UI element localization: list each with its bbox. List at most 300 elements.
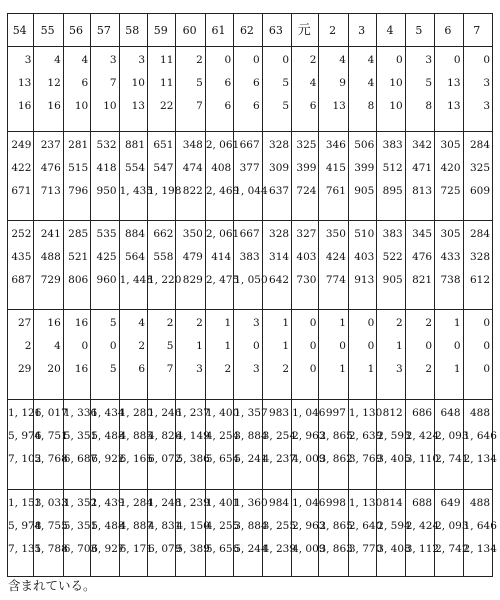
- column-header: 54: [8, 14, 34, 47]
- cell-value: 16: [47, 317, 61, 329]
- cell-value: 4, 150: [176, 520, 210, 532]
- cell-value: 1, 352: [63, 497, 98, 509]
- table-cell: [34, 400, 68, 490]
- table-cell: [8, 132, 34, 221]
- table-row-group: [8, 310, 493, 400]
- cell-value: 1, 153: [8, 497, 42, 509]
- cell-value: 521: [68, 251, 89, 263]
- cell-value: 6: [138, 363, 145, 375]
- cell-value: 1, 400: [205, 407, 240, 419]
- cell-value: 512: [382, 162, 403, 174]
- cell-value: 5, 488: [91, 520, 125, 532]
- cell-value: 16: [47, 100, 61, 112]
- cell-value: 12: [47, 77, 61, 89]
- cell-value: 6: [224, 100, 232, 112]
- table-cell: [34, 132, 63, 221]
- cell-value: 2, 475: [205, 274, 240, 286]
- cell-value: 0: [396, 54, 403, 66]
- table-cell: [119, 221, 153, 310]
- cell-value: 2, 469: [205, 185, 240, 197]
- table-cell: [405, 400, 440, 490]
- cell-value: 5, 976: [8, 430, 42, 442]
- cell-value: 7: [166, 363, 174, 375]
- column-header: 62: [234, 14, 262, 47]
- cell-value: 4, 237: [262, 453, 297, 465]
- table-cell: [63, 47, 90, 132]
- cell-value: 2, 061: [205, 228, 240, 240]
- table-cell: [148, 132, 182, 221]
- cell-value: 29: [18, 363, 32, 375]
- cell-value: 4, 887: [119, 520, 153, 532]
- cell-value: 422: [11, 162, 32, 174]
- cell-value: 796: [68, 185, 89, 197]
- cell-value: 348: [182, 139, 203, 151]
- cell-value: 6: [224, 77, 232, 89]
- cell-value: 6: [252, 77, 260, 89]
- cell-value: 1, 050: [234, 274, 268, 286]
- cell-value: 905: [354, 185, 375, 197]
- table-cell: [405, 221, 434, 310]
- table-cell: [292, 47, 319, 132]
- cell-value: 383: [382, 139, 403, 151]
- cell-value: 637: [269, 185, 290, 197]
- cell-value: 1, 360: [234, 497, 268, 509]
- cell-value: 285: [68, 228, 89, 240]
- cell-value: 9: [339, 77, 346, 89]
- table-cell: [377, 310, 405, 400]
- cell-value: 281: [68, 139, 89, 151]
- cell-value: 1, 237: [176, 407, 210, 419]
- cell-value: 474: [182, 162, 203, 174]
- cell-value: 3, 110: [405, 453, 440, 465]
- table-cell: [8, 221, 34, 310]
- table-cell: [63, 221, 90, 310]
- cell-value: 547: [153, 162, 174, 174]
- cell-value: 0: [483, 363, 490, 375]
- column-header: 60: [176, 14, 205, 47]
- cell-value: 8: [425, 100, 433, 112]
- cell-value: 2, 424: [405, 520, 440, 532]
- cell-value: 2, 963: [292, 430, 326, 442]
- table-cell: [262, 132, 291, 221]
- table-cell: [435, 490, 469, 577]
- cell-value: 2, 963: [292, 520, 326, 532]
- cell-value: 16: [74, 317, 89, 329]
- cell-value: 642: [269, 274, 290, 286]
- cell-value: 327: [296, 228, 317, 240]
- cell-value: 424: [325, 251, 346, 263]
- cell-value: 2: [24, 340, 32, 352]
- table-cell: [319, 221, 348, 310]
- cell-value: 342: [412, 139, 433, 151]
- cell-value: 13: [332, 100, 346, 112]
- cell-value: 6, 072: [148, 453, 182, 465]
- table-cell: [63, 400, 98, 490]
- cell-value: 0: [453, 54, 461, 66]
- cell-value: 6, 703: [63, 543, 98, 555]
- cell-value: 1, 280: [119, 407, 153, 419]
- cell-value: 10: [389, 77, 403, 89]
- cell-value: 609: [469, 185, 490, 197]
- cell-value: 558: [153, 251, 174, 263]
- cell-value: 435: [11, 251, 32, 263]
- cell-value: 2, 865: [319, 430, 353, 442]
- table-cell: [34, 490, 68, 577]
- column-header: 2: [319, 14, 348, 47]
- table-cell: [205, 490, 240, 577]
- cell-value: 3, 862: [319, 453, 353, 465]
- data-table: [7, 13, 497, 577]
- cell-value: 688: [412, 497, 433, 509]
- table-cell: [234, 490, 268, 577]
- cell-value: 4, 255: [205, 520, 240, 532]
- table-cell: [405, 490, 440, 577]
- cell-value: 1: [339, 363, 346, 375]
- table-cell: [435, 132, 463, 221]
- cell-value: 13: [447, 77, 461, 89]
- table-cell: [234, 310, 262, 400]
- cell-value: 328: [269, 228, 290, 240]
- cell-value: 2, 061: [205, 139, 240, 151]
- cell-value: 667: [239, 139, 260, 151]
- table-cell: [292, 132, 319, 221]
- table-cell: [463, 490, 497, 577]
- cell-value: 4, 885: [119, 430, 153, 442]
- cell-value: 1, 448: [119, 274, 153, 286]
- cell-value: 476: [412, 251, 433, 263]
- column-header: 7: [463, 14, 492, 47]
- table-cell: [8, 490, 42, 577]
- table-cell: [435, 221, 463, 310]
- cell-value: 761: [325, 185, 346, 197]
- table-cell: [292, 400, 326, 490]
- cell-value: 4, 149: [176, 430, 210, 442]
- table-cell: [292, 490, 326, 577]
- cell-value: 2, 093: [435, 520, 469, 532]
- table-cell: [119, 47, 147, 132]
- table-cell: [463, 221, 492, 310]
- cell-value: 10: [131, 77, 145, 89]
- cell-value: 418: [96, 162, 117, 174]
- table-cell: [405, 47, 434, 132]
- cell-value: 2: [224, 363, 232, 375]
- cell-value: 6: [252, 100, 260, 112]
- cell-value: 5, 244: [234, 543, 268, 555]
- cell-value: 2: [396, 317, 403, 329]
- cell-value: 377: [239, 162, 260, 174]
- cell-value: 309: [269, 162, 290, 174]
- cell-value: 3: [396, 363, 403, 375]
- cell-value: 16: [74, 363, 89, 375]
- cell-value: 5, 978: [8, 520, 42, 532]
- table-cell: [205, 47, 233, 132]
- cell-value: 4: [309, 77, 317, 89]
- cell-value: 905: [382, 274, 403, 286]
- cell-value: 1: [224, 317, 232, 329]
- cell-value: 738: [440, 274, 461, 286]
- cell-value: 1: [339, 317, 346, 329]
- cell-value: 13: [447, 100, 461, 112]
- cell-value: 0: [483, 317, 490, 329]
- cell-value: 5, 488: [91, 430, 125, 442]
- cell-value: 822: [182, 185, 203, 197]
- cell-value: 1, 357: [234, 407, 268, 419]
- cell-value: 5, 351: [63, 520, 98, 532]
- cell-value: 5: [109, 317, 117, 329]
- cell-value: 5, 788: [34, 543, 68, 555]
- cell-value: 1, 046: [292, 407, 326, 419]
- cell-value: 0: [483, 340, 490, 352]
- cell-value: 532: [96, 139, 117, 151]
- cell-value: 5, 768: [34, 453, 68, 465]
- cell-value: 0: [252, 340, 260, 352]
- cell-value: 3: [252, 317, 260, 329]
- cell-value: 11: [160, 77, 174, 89]
- cell-value: 6, 927: [91, 543, 125, 555]
- cell-value: 4, 751: [34, 430, 68, 442]
- cell-value: 1: [396, 340, 403, 352]
- cell-value: 1: [196, 340, 203, 352]
- cell-value: 16: [18, 100, 32, 112]
- cell-value: 671: [11, 185, 32, 197]
- cell-value: 10: [389, 100, 403, 112]
- cell-value: 11: [160, 54, 174, 66]
- cell-value: 983: [269, 407, 290, 419]
- table-cell: [435, 47, 463, 132]
- cell-value: 249: [11, 139, 32, 151]
- table-row-group: [8, 221, 493, 310]
- cell-value: 3: [425, 54, 433, 66]
- table-cell: [148, 490, 182, 577]
- cell-value: 1: [453, 317, 461, 329]
- table-row-group: [8, 47, 493, 132]
- cell-value: 2: [166, 317, 174, 329]
- table-cell: [119, 490, 153, 577]
- table-cell: [148, 47, 176, 132]
- cell-value: 252: [11, 228, 32, 240]
- cell-value: 5: [282, 77, 290, 89]
- cell-value: 2, 593: [377, 430, 411, 442]
- cell-value: 241: [40, 228, 61, 240]
- cell-value: 6: [309, 100, 317, 112]
- table-cell: [435, 310, 463, 400]
- cell-value: 4: [367, 54, 375, 66]
- table-cell: [405, 132, 434, 221]
- caption-text: 含まれている。: [8, 578, 96, 593]
- cell-value: 0: [81, 340, 89, 352]
- cell-value: 1, 434: [91, 407, 125, 419]
- cell-value: 5, 389: [176, 543, 210, 555]
- cell-value: 0: [309, 317, 317, 329]
- cell-value: 4: [339, 54, 346, 66]
- cell-value: 346: [325, 139, 346, 151]
- table-cell: [463, 132, 492, 221]
- cell-value: 471: [412, 162, 433, 174]
- cell-value: 713: [40, 185, 61, 197]
- cell-value: 1, 044: [234, 185, 268, 197]
- cell-value: 3: [24, 54, 32, 66]
- cell-value: 420: [440, 162, 461, 174]
- cell-value: 0: [282, 54, 290, 66]
- cell-value: 725: [440, 185, 461, 197]
- cell-value: 399: [296, 162, 317, 174]
- cell-value: 237: [40, 139, 61, 151]
- cell-value: 1, 198: [148, 185, 182, 197]
- cell-value: 6, 687: [63, 453, 98, 465]
- cell-value: 4, 831: [148, 520, 182, 532]
- cell-value: 5: [166, 340, 174, 352]
- cell-value: 1, 130: [348, 407, 383, 419]
- cell-value: 1, 130: [348, 497, 383, 509]
- cell-value: 4: [81, 54, 89, 66]
- cell-value: 403: [296, 251, 317, 263]
- table-cell: [319, 47, 348, 132]
- cell-value: 0: [425, 340, 433, 352]
- table-cell: [148, 400, 182, 490]
- cell-value: 5: [109, 363, 117, 375]
- table-cell: [348, 490, 383, 577]
- cell-value: 5, 656: [205, 543, 240, 555]
- table-cell: [205, 221, 240, 310]
- cell-value: 328: [469, 251, 490, 263]
- cell-value: 0: [367, 340, 375, 352]
- cell-value: 3: [483, 100, 490, 112]
- cell-value: 328: [269, 139, 290, 151]
- cell-value: 325: [296, 139, 317, 151]
- cell-value: 4: [138, 317, 145, 329]
- table-cell: [63, 132, 90, 221]
- column-header: 6: [435, 14, 463, 47]
- column-header: 61: [205, 14, 233, 47]
- cell-value: 3: [109, 54, 117, 66]
- cell-value: 3, 254: [262, 430, 297, 442]
- cell-value: 913: [354, 274, 375, 286]
- cell-value: 488: [469, 497, 490, 509]
- table-cell: [205, 132, 240, 221]
- cell-value: 724: [296, 185, 317, 197]
- cell-value: 2: [425, 363, 433, 375]
- cell-value: 7, 102: [8, 453, 42, 465]
- cell-value: 350: [325, 228, 346, 240]
- table-cell: [63, 310, 90, 400]
- table-cell: [91, 400, 125, 490]
- cell-value: 1, 435: [119, 185, 153, 197]
- cell-value: 2: [138, 340, 145, 352]
- column-header: 56: [63, 14, 90, 47]
- cell-value: 22: [160, 100, 174, 112]
- table-cell: [435, 400, 469, 490]
- table-cell: [205, 310, 233, 400]
- cell-value: 2, 424: [405, 430, 440, 442]
- cell-value: 7: [196, 100, 203, 112]
- cell-value: 612: [469, 274, 490, 286]
- cell-value: 488: [40, 251, 61, 263]
- table-cell: [91, 47, 119, 132]
- table-cell: [63, 490, 98, 577]
- cell-value: 350: [182, 228, 203, 240]
- cell-value: 325: [469, 162, 490, 174]
- table-cell: [34, 221, 63, 310]
- cell-value: 0: [453, 340, 461, 352]
- column-header: 55: [34, 14, 63, 47]
- table-cell: [348, 400, 383, 490]
- table-cell: [119, 132, 153, 221]
- cell-value: 3: [252, 363, 260, 375]
- cell-value: 3: [483, 77, 490, 89]
- cell-value: 5: [196, 77, 203, 89]
- column-header: 3: [348, 14, 376, 47]
- cell-value: 554: [124, 162, 145, 174]
- cell-value: 0: [252, 54, 260, 66]
- cell-value: 984: [269, 497, 290, 509]
- table-cell: [377, 221, 405, 310]
- table-row-group: [8, 132, 493, 221]
- cell-value: 1, 033: [34, 497, 68, 509]
- table-cell: [205, 400, 240, 490]
- cell-value: 3: [196, 363, 203, 375]
- cell-value: 10: [74, 100, 89, 112]
- cell-value: 4, 254: [205, 430, 240, 442]
- table-cell: [8, 47, 34, 132]
- cell-value: 4: [54, 340, 61, 352]
- cell-value: 425: [96, 251, 117, 263]
- table-cell: [348, 310, 376, 400]
- cell-value: 667: [239, 228, 260, 240]
- cell-value: 1: [453, 363, 461, 375]
- cell-value: 314: [269, 251, 290, 263]
- table-cell: [176, 400, 210, 490]
- cell-value: 812: [382, 407, 403, 419]
- cell-value: 1, 239: [176, 497, 210, 509]
- cell-value: 2, 134: [463, 453, 497, 465]
- cell-value: 648: [440, 407, 461, 419]
- cell-value: 1, 439: [91, 497, 125, 509]
- cell-value: 20: [47, 363, 61, 375]
- cell-value: 895: [382, 185, 403, 197]
- table-cell: [262, 221, 291, 310]
- table-cell: [377, 47, 405, 132]
- cell-value: 2, 639: [348, 430, 383, 442]
- cell-value: 4, 826: [148, 430, 182, 442]
- cell-value: 403: [354, 251, 375, 263]
- cell-value: 1, 401: [205, 497, 240, 509]
- cell-value: 3, 863: [319, 543, 353, 555]
- cell-value: 2, 594: [377, 520, 411, 532]
- table-cell: [91, 310, 119, 400]
- cell-value: 0: [309, 363, 317, 375]
- cell-value: 6: [81, 77, 89, 89]
- cell-value: 2, 640: [348, 520, 383, 532]
- table-cell: [176, 132, 205, 221]
- cell-value: 3, 112: [405, 543, 440, 555]
- cell-value: 1, 126: [8, 407, 42, 419]
- table-cell: [234, 400, 268, 490]
- table-cell: [348, 221, 376, 310]
- cell-value: 7, 131: [8, 543, 42, 555]
- cell-value: 383: [239, 251, 260, 263]
- cell-value: 1: [282, 317, 290, 329]
- cell-value: 506: [354, 139, 375, 151]
- cell-value: 0: [109, 340, 117, 352]
- column-header: 元: [292, 14, 319, 47]
- cell-value: 5, 351: [63, 430, 98, 442]
- cell-value: 1, 046: [292, 497, 326, 509]
- table-cell: [176, 310, 205, 400]
- table-cell: [234, 47, 262, 132]
- cell-value: 522: [382, 251, 403, 263]
- table-cell: [148, 310, 176, 400]
- cell-value: 345: [412, 228, 433, 240]
